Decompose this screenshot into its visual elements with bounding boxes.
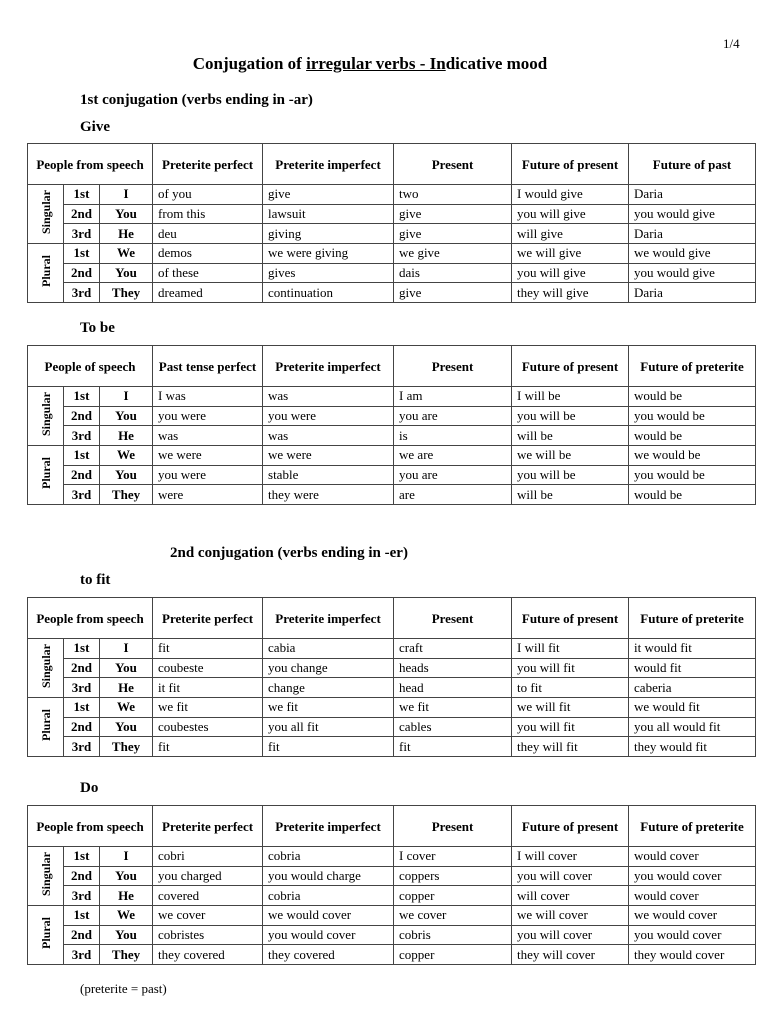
group-label-text: Singular [38, 644, 53, 689]
tense-cell: two [394, 185, 512, 205]
pronoun-cell: He [100, 426, 153, 446]
pronoun-cell: I [100, 639, 153, 659]
person-number-cell: 2nd [64, 866, 100, 886]
tense-cell: we will be [512, 446, 629, 466]
tense-cell: cobristes [153, 925, 263, 945]
tense-cell: we were [153, 446, 263, 466]
table-row [28, 737, 756, 757]
pronoun-cell: They [100, 485, 153, 505]
person-number-cell: 1st [64, 698, 100, 718]
tense-cell: we give [394, 244, 512, 264]
table-header-row [28, 144, 756, 185]
tense-cell: you would cover [629, 925, 756, 945]
tense-cell: I will be [512, 387, 629, 407]
tense-cell: you will fit [512, 717, 629, 737]
header-col-1: Preterite perfect [153, 806, 263, 847]
tense-cell: will be [512, 426, 629, 446]
header-col-4: Future of present [512, 806, 629, 847]
table-row [28, 906, 756, 926]
table-row [28, 886, 756, 906]
tense-cell: we will give [512, 244, 629, 264]
header-col-4: Future of present [512, 598, 629, 639]
conjugation-table-give [27, 143, 756, 303]
tense-cell: fit [263, 737, 394, 757]
tense-cell: would cover [629, 886, 756, 906]
header-col-5: Future of preterite [629, 346, 756, 387]
header-col-1: Past tense perfect [153, 346, 263, 387]
person-number-cell: 2nd [64, 204, 100, 224]
tense-cell: you would cover [629, 866, 756, 886]
tense-cell: would cover [629, 847, 756, 867]
tense-cell: give [263, 185, 394, 205]
tense-cell: they covered [263, 945, 394, 965]
table-row [28, 446, 756, 466]
person-number-cell: 3rd [64, 426, 100, 446]
table-row [28, 866, 756, 886]
group-label-text: Plural [38, 255, 53, 288]
tense-cell: cobris [394, 925, 512, 945]
pronoun-cell: You [100, 925, 153, 945]
tense-cell: was [263, 387, 394, 407]
tense-cell: we were giving [263, 244, 394, 264]
table-row [28, 698, 756, 718]
header-col-2: Preterite imperfect [263, 806, 394, 847]
tense-cell: of you [153, 185, 263, 205]
person-number-cell: 2nd [64, 925, 100, 945]
tense-cell: will cover [512, 886, 629, 906]
tense-cell: they will cover [512, 945, 629, 965]
table-header-row [28, 806, 756, 847]
table-row [28, 204, 756, 224]
tense-cell: are [394, 485, 512, 505]
pronoun-cell: You [100, 658, 153, 678]
table-row [28, 406, 756, 426]
tense-cell: coubestes [153, 717, 263, 737]
tense-cell: you all would fit [629, 717, 756, 737]
tense-cell: you will cover [512, 866, 629, 886]
tense-cell: giving [263, 224, 394, 244]
table-row [28, 925, 756, 945]
tense-cell: we would cover [263, 906, 394, 926]
tense-cell: cobria [263, 886, 394, 906]
pronoun-cell: He [100, 678, 153, 698]
header-people: People from speech [28, 144, 153, 185]
tense-cell: change [263, 678, 394, 698]
tense-cell: caberia [629, 678, 756, 698]
table-row [28, 185, 756, 205]
pronoun-cell: You [100, 406, 153, 426]
group-label-text: Plural [38, 709, 53, 742]
tense-cell: I cover [394, 847, 512, 867]
pronoun-cell: You [100, 204, 153, 224]
tense-cell: you would be [629, 406, 756, 426]
tense-cell: we fit [394, 698, 512, 718]
tense-cell: we cover [153, 906, 263, 926]
pronoun-cell: He [100, 224, 153, 244]
pronoun-cell: You [100, 263, 153, 283]
header-col-3: Present [394, 346, 512, 387]
tense-cell: give [394, 224, 512, 244]
tense-cell: from this [153, 204, 263, 224]
tense-cell: fit [153, 737, 263, 757]
verb-title-do: Do [80, 780, 99, 796]
person-number-cell: 3rd [64, 224, 100, 244]
tense-cell: craft [394, 639, 512, 659]
tense-cell: you were [153, 406, 263, 426]
pronoun-cell: They [100, 737, 153, 757]
tense-cell: lawsuit [263, 204, 394, 224]
table-row [28, 658, 756, 678]
tense-cell: copper [394, 886, 512, 906]
section-heading-second-conjugation: 2nd conjugation (verbs ending in -er) [170, 545, 408, 561]
person-number-cell: 2nd [64, 717, 100, 737]
header-people: People of speech [28, 346, 153, 387]
verb-title-to-fit: to fit [80, 572, 111, 588]
header-people: People from speech [28, 806, 153, 847]
table-header-row [28, 598, 756, 639]
tense-cell: copper [394, 945, 512, 965]
tense-cell: I was [153, 387, 263, 407]
pronoun-cell: You [100, 717, 153, 737]
header-col-3: Present [394, 806, 512, 847]
tense-cell: fit [394, 737, 512, 757]
header-col-1: Preterite perfect [153, 144, 263, 185]
tense-cell: would be [629, 387, 756, 407]
tense-cell: you will fit [512, 658, 629, 678]
tense-cell: were [153, 485, 263, 505]
group-label-plural [28, 906, 64, 965]
tense-cell: dreamed [153, 283, 263, 303]
table-row [28, 639, 756, 659]
pronoun-cell: We [100, 446, 153, 466]
tense-cell: they were [263, 485, 394, 505]
tense-cell: it would fit [629, 639, 756, 659]
tense-cell: give [394, 204, 512, 224]
group-label-text: Singular [38, 392, 53, 437]
tense-cell: I will fit [512, 639, 629, 659]
person-number-cell: 3rd [64, 945, 100, 965]
person-number-cell: 1st [64, 244, 100, 264]
table-row [28, 945, 756, 965]
section-heading-first-conjugation: 1st conjugation (verbs ending in -ar) [80, 92, 313, 108]
tense-cell: we will fit [512, 698, 629, 718]
tense-cell: we fit [263, 698, 394, 718]
table-row [28, 485, 756, 505]
tense-cell: we cover [394, 906, 512, 926]
tense-cell: we fit [153, 698, 263, 718]
tense-cell: gives [263, 263, 394, 283]
conjugation-table-to-be [27, 345, 756, 505]
table-row [28, 426, 756, 446]
tense-cell: you are [394, 406, 512, 426]
tense-cell: you will give [512, 204, 629, 224]
table-row [28, 283, 756, 303]
group-label-singular [28, 847, 64, 906]
tense-cell: dais [394, 263, 512, 283]
tense-cell: head [394, 678, 512, 698]
tense-cell: I am [394, 387, 512, 407]
tense-cell: cobri [153, 847, 263, 867]
tense-cell: give [394, 283, 512, 303]
pronoun-cell: He [100, 886, 153, 906]
person-number-cell: 1st [64, 387, 100, 407]
tense-cell: you are [394, 465, 512, 485]
tense-cell: Daria [629, 283, 756, 303]
tense-cell: Daria [629, 224, 756, 244]
header-col-3: Present [394, 144, 512, 185]
table-row [28, 244, 756, 264]
pronoun-cell: I [100, 387, 153, 407]
tense-cell: you would cover [263, 925, 394, 945]
person-number-cell: 2nd [64, 658, 100, 678]
tense-cell: you would charge [263, 866, 394, 886]
tense-cell: they covered [153, 945, 263, 965]
tense-cell: I would give [512, 185, 629, 205]
pronoun-cell: We [100, 244, 153, 264]
header-col-5: Future of preterite [629, 806, 756, 847]
table-row [28, 465, 756, 485]
tense-cell: demos [153, 244, 263, 264]
person-number-cell: 3rd [64, 485, 100, 505]
title-part-1: Conjugation of [192, 54, 307, 73]
header-col-5: Future of preterite [629, 598, 756, 639]
verb-title-to-be: To be [80, 320, 115, 336]
tense-cell: cables [394, 717, 512, 737]
pronoun-cell: You [100, 465, 153, 485]
footnote: (preterite = past) [80, 981, 167, 996]
conjugation-table-do [27, 805, 756, 965]
title-part-3: dicative mood [445, 54, 548, 73]
tense-cell: fit [153, 639, 263, 659]
tense-cell: they will fit [512, 737, 629, 757]
tense-cell: you were [153, 465, 263, 485]
pronoun-cell: I [100, 185, 153, 205]
group-label-text: Plural [38, 917, 53, 950]
tense-cell: we would cover [629, 906, 756, 926]
table-row [28, 224, 756, 244]
tense-cell: stable [263, 465, 394, 485]
table-header-row [28, 346, 756, 387]
tense-cell: they would cover [629, 945, 756, 965]
tense-cell: will give [512, 224, 629, 244]
person-number-cell: 2nd [64, 263, 100, 283]
person-number-cell: 3rd [64, 886, 100, 906]
tense-cell: we would be [629, 446, 756, 466]
tense-cell: I will cover [512, 847, 629, 867]
header-col-1: Preterite perfect [153, 598, 263, 639]
tense-cell: will be [512, 485, 629, 505]
header-col-3: Present [394, 598, 512, 639]
tense-cell: covered [153, 886, 263, 906]
tense-cell: of these [153, 263, 263, 283]
tense-cell: heads [394, 658, 512, 678]
header-col-2: Preterite imperfect [263, 598, 394, 639]
pronoun-cell: They [100, 283, 153, 303]
tense-cell: you all fit [263, 717, 394, 737]
group-label-text: Plural [38, 457, 53, 490]
tense-cell: you would give [629, 263, 756, 283]
table-row [28, 263, 756, 283]
tense-cell: Daria [629, 185, 756, 205]
header-col-2: Preterite imperfect [263, 346, 394, 387]
table-row [28, 387, 756, 407]
tense-cell: deu [153, 224, 263, 244]
pronoun-cell: We [100, 906, 153, 926]
person-number-cell: 3rd [64, 283, 100, 303]
header-col-5: Future of past [629, 144, 756, 185]
tense-cell: continuation [263, 283, 394, 303]
group-label-singular [28, 185, 64, 244]
pronoun-cell: They [100, 945, 153, 965]
tense-cell: was [263, 426, 394, 446]
table-row [28, 678, 756, 698]
tense-cell: would be [629, 426, 756, 446]
conjugation-table-to-fit [27, 597, 756, 757]
tense-cell: you will be [512, 465, 629, 485]
group-label-text: Singular [38, 190, 53, 235]
tense-cell: you would give [629, 204, 756, 224]
tense-cell: they would fit [629, 737, 756, 757]
table-row [28, 717, 756, 737]
tense-cell: cabia [263, 639, 394, 659]
tense-cell: we were [263, 446, 394, 466]
tense-cell: they will give [512, 283, 629, 303]
tense-cell: we would give [629, 244, 756, 264]
tense-cell: you will give [512, 263, 629, 283]
group-label-plural [28, 244, 64, 303]
person-number-cell: 2nd [64, 406, 100, 426]
header-col-2: Preterite imperfect [263, 144, 394, 185]
tense-cell: you were [263, 406, 394, 426]
person-number-cell: 1st [64, 847, 100, 867]
tense-cell: we would fit [629, 698, 756, 718]
person-number-cell: 1st [64, 906, 100, 926]
tense-cell: you would be [629, 465, 756, 485]
tense-cell: we will cover [512, 906, 629, 926]
group-label-plural [28, 698, 64, 757]
group-label-singular [28, 387, 64, 446]
header-col-4: Future of present [512, 346, 629, 387]
tense-cell: coppers [394, 866, 512, 886]
group-label-singular [28, 639, 64, 698]
pronoun-cell: We [100, 698, 153, 718]
person-number-cell: 1st [64, 446, 100, 466]
person-number-cell: 1st [64, 185, 100, 205]
title-part-2: irregular verbs - In [306, 54, 446, 73]
tense-cell: was [153, 426, 263, 446]
header-col-4: Future of present [512, 144, 629, 185]
tense-cell: to fit [512, 678, 629, 698]
tense-cell: we are [394, 446, 512, 466]
tense-cell: you will cover [512, 925, 629, 945]
tense-cell: you change [263, 658, 394, 678]
person-number-cell: 1st [64, 639, 100, 659]
header-people: People from speech [28, 598, 153, 639]
tense-cell: cobria [263, 847, 394, 867]
group-label-text: Singular [38, 852, 53, 897]
tense-cell: coubeste [153, 658, 263, 678]
page-number: 1/4 [723, 36, 740, 51]
tense-cell: you charged [153, 866, 263, 886]
tense-cell: would be [629, 485, 756, 505]
verb-title-give: Give [80, 119, 110, 135]
person-number-cell: 2nd [64, 465, 100, 485]
tense-cell: would fit [629, 658, 756, 678]
tense-cell: it fit [153, 678, 263, 698]
pronoun-cell: You [100, 866, 153, 886]
document-title [0, 54, 740, 74]
person-number-cell: 3rd [64, 678, 100, 698]
tense-cell: is [394, 426, 512, 446]
table-row [28, 847, 756, 867]
pronoun-cell: I [100, 847, 153, 867]
group-label-plural [28, 446, 64, 505]
tense-cell: you will be [512, 406, 629, 426]
person-number-cell: 3rd [64, 737, 100, 757]
